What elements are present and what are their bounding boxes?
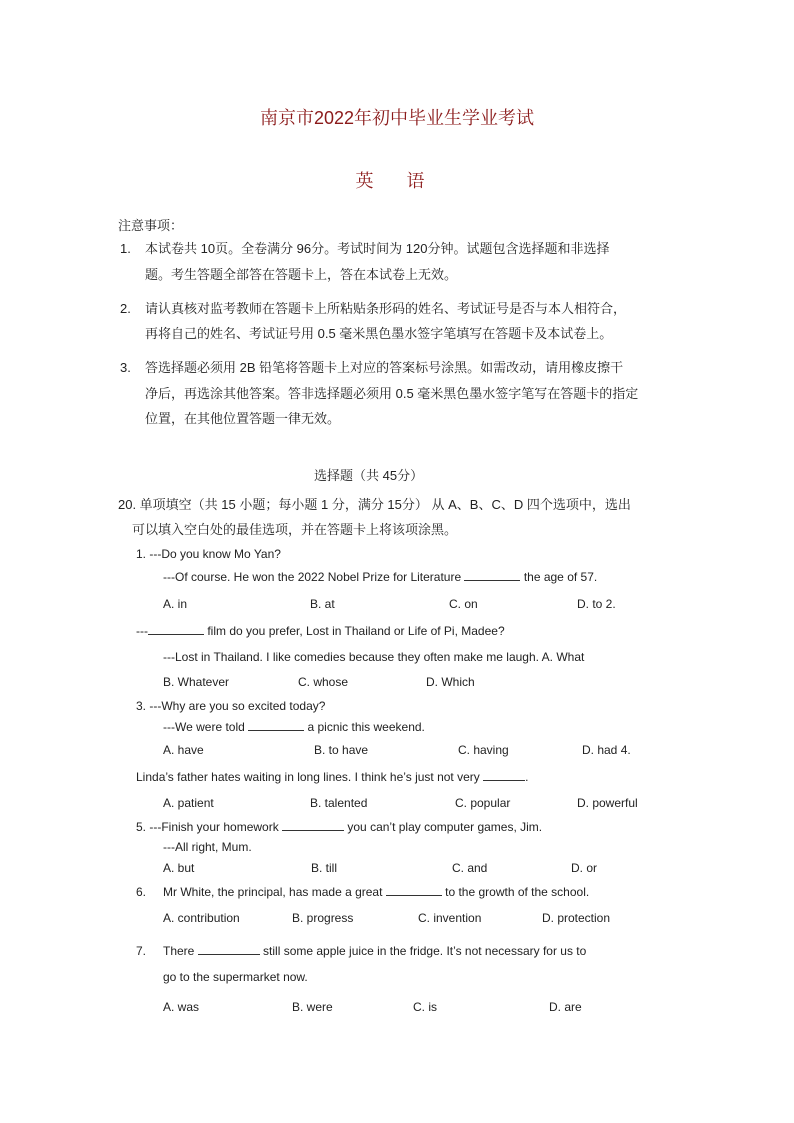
option: D. Which <box>426 675 475 689</box>
subject-title: 英 语 <box>355 171 439 191</box>
exam-title: 南京市2022年初中毕业生学业考试 <box>259 108 535 128</box>
question-6 <box>163 884 589 900</box>
option: C. and <box>452 861 488 875</box>
text: to the growth of the school. <box>441 885 590 899</box>
blank <box>483 769 525 781</box>
option: B. Whatever <box>163 675 230 689</box>
option: D. are <box>549 1000 582 1014</box>
text: Mr White, the principal, has made a great <box>163 885 386 899</box>
question-7 <box>163 943 586 959</box>
note-text: 再将自己的姓名、考试证号用 0.5 毫米黑色墨水签字笔填写在答题卡及本试卷上。 <box>145 326 613 341</box>
blank <box>464 569 520 581</box>
option: C. whose <box>298 675 349 689</box>
blank <box>248 719 304 731</box>
notes-heading: 注意事项： <box>118 218 184 233</box>
question-3: 3. ---Why are you so excited today? <box>136 699 326 713</box>
text: ---We were told <box>163 720 249 734</box>
option: B. talented <box>310 796 368 810</box>
answer-line <box>163 569 597 585</box>
option: C. having <box>458 743 509 757</box>
option: D. powerful <box>577 796 638 810</box>
question-5 <box>136 819 542 835</box>
option: C. invention <box>418 911 482 925</box>
blank <box>148 623 204 635</box>
text: --- <box>136 624 148 638</box>
text: film do you prefer, Lost in Thailand or Life of Pi, Madee? <box>204 624 505 638</box>
option: A. patient <box>163 796 214 810</box>
option: A. have <box>163 743 204 757</box>
question-number: 7. <box>136 944 147 958</box>
note-text: 本试卷共 10页。全卷满分 96分。考试时间为 120分钟。试题包含选择题和非选择 <box>145 241 610 256</box>
section-title: 选择题（共 45分） <box>314 468 424 483</box>
question-7-continued: go to the supermarket now. <box>163 970 308 984</box>
text: . <box>525 770 529 784</box>
option: B. were <box>292 1000 333 1014</box>
note-number: 2. <box>120 301 131 316</box>
text: the age of 57. <box>520 570 598 584</box>
option: D. or <box>571 861 598 875</box>
note-text: 答选择题必须用 2B 铅笔将答题卡上对应的答案标号涂黑。如需改动，请用橡皮擦干 <box>145 360 624 375</box>
answer-line: ---All right, Mum. <box>163 840 252 854</box>
part-instructions: 可以填入空白处的最佳选项，并在答题卡上将该项涂黑。 <box>132 522 458 537</box>
text: you can’t play computer games, Jim. <box>344 820 543 834</box>
option: C. on <box>449 597 478 611</box>
option: D. protection <box>542 911 611 925</box>
option: A. in <box>163 597 188 611</box>
answer-line <box>163 719 425 735</box>
option: A. but <box>163 861 195 875</box>
question-number: 6. <box>136 885 147 899</box>
question-1: 1. ---Do you know Mo Yan? <box>136 547 281 561</box>
option: B. progress <box>292 911 354 925</box>
option: A. contribution <box>163 911 240 925</box>
blank <box>386 884 442 896</box>
text: 5. ---Finish your homework <box>136 820 283 834</box>
option: B. at <box>310 597 335 611</box>
blank <box>198 943 260 955</box>
option: D. had 4. <box>582 743 631 757</box>
text: a picnic this weekend. <box>304 720 425 734</box>
option: B. to have <box>314 743 369 757</box>
question-4 <box>136 769 528 785</box>
note-text: 净后，再选涂其他答案。答非选择题必须用 0.5 毫米黑色墨水签字笔写在答题卡的指定 <box>145 386 639 401</box>
answer-line: ---Lost in Thailand. I like comedies because they often make me laugh. A. What <box>163 650 585 664</box>
text: Linda’s father hates waiting in long lines. I think he’s just not very <box>136 770 484 784</box>
note-text: 位置，在其他位置答题一律无效。 <box>145 411 341 426</box>
part-instructions: 20. 单项填空（共 15 小题；每小题 1 分，满分 15分） 从 A、B、C、D 四个选项中，选出 <box>118 497 631 512</box>
option: B. till <box>311 861 338 875</box>
option: D. to 2. <box>577 597 616 611</box>
note-text: 请认真核对监考教师在答题卡上所粘贴条形码的姓名、考试证号是否与本人相符合， <box>145 301 627 316</box>
blank <box>282 819 344 831</box>
text: There <box>163 944 198 958</box>
note-text: 题。考生答题全部答在答题卡上，答在本试卷上无效。 <box>145 267 458 282</box>
note-number: 3. <box>120 360 131 375</box>
question-2 <box>136 623 505 639</box>
option: A. was <box>163 1000 200 1014</box>
option: C. is <box>413 1000 437 1014</box>
text: ---Of course. He won the 2022 Nobel Prize for Literature <box>163 570 465 584</box>
note-number: 1. <box>120 241 131 256</box>
option: C. popular <box>455 796 511 810</box>
text: still some apple juice in the fridge. It’s not necessary for us to <box>259 944 587 958</box>
